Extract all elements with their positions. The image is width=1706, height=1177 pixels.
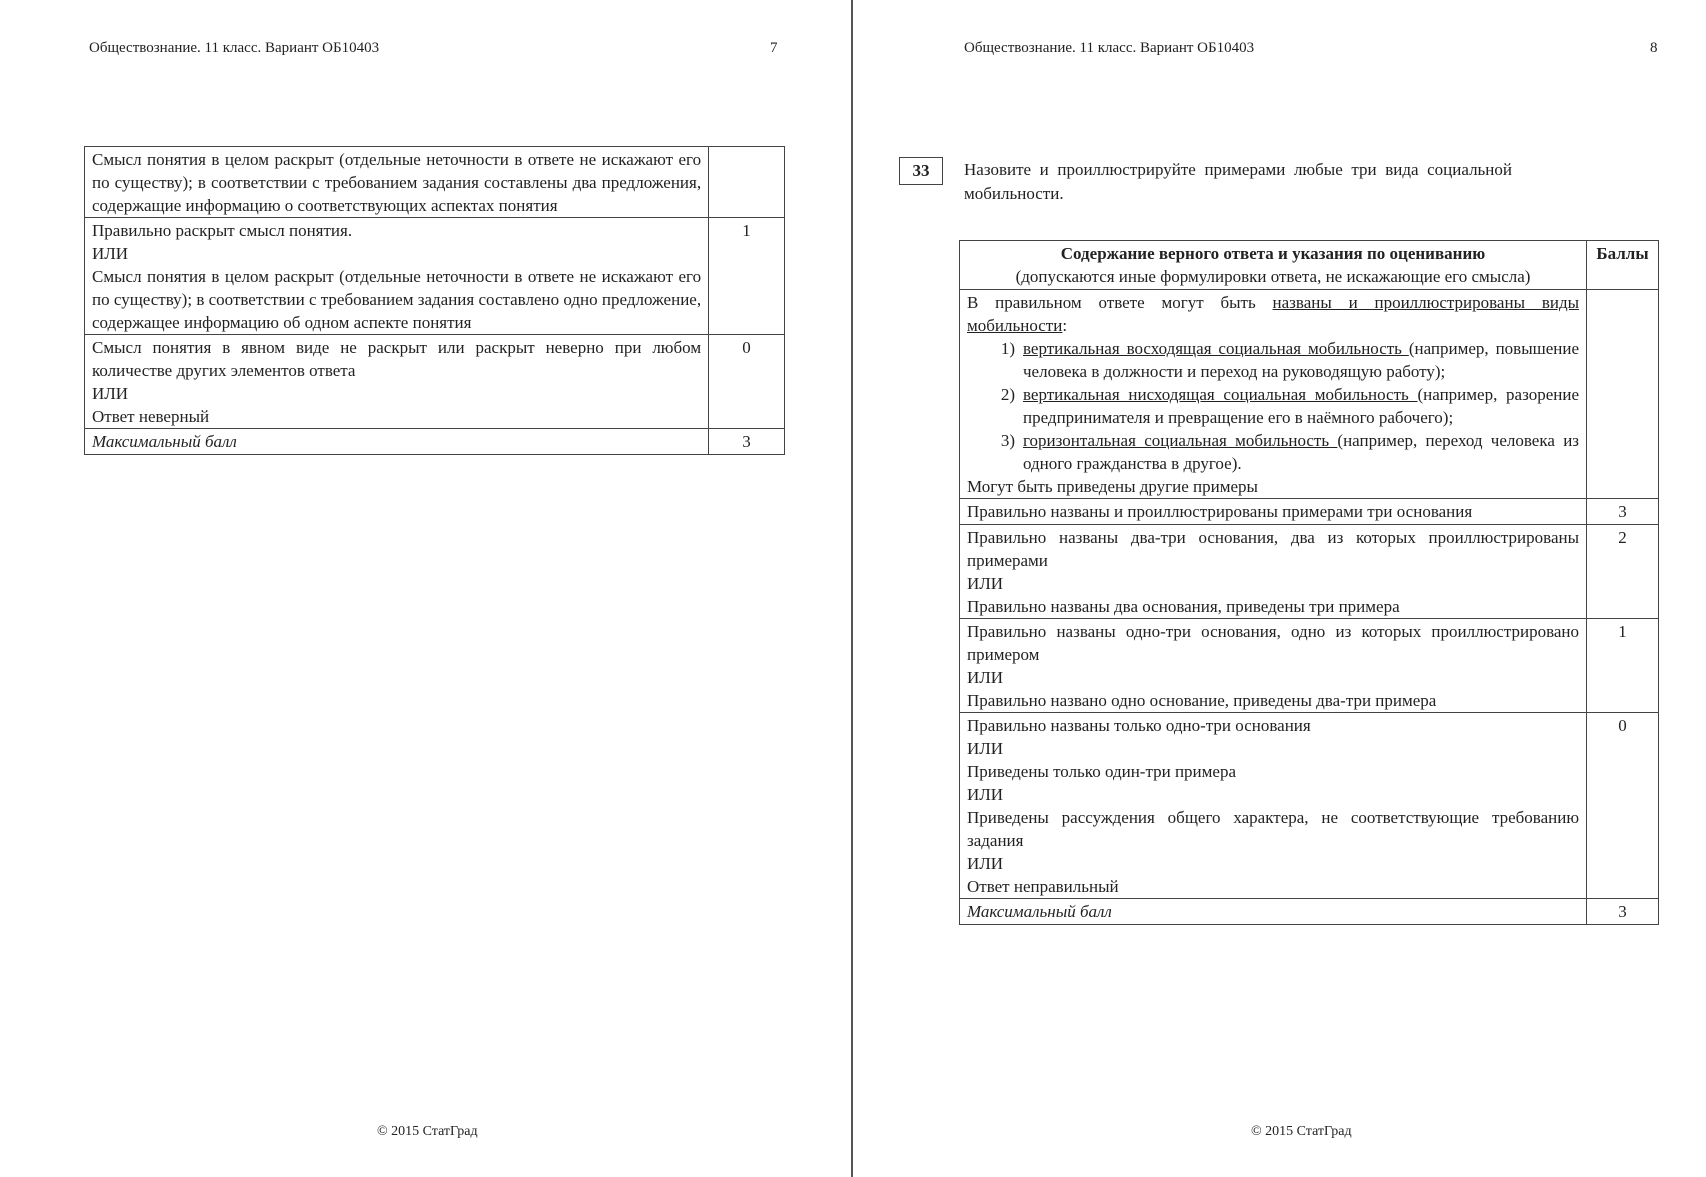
max-score-label: Максимальный балл xyxy=(85,429,709,455)
criteria-text: ИЛИ xyxy=(967,739,1004,758)
list-item xyxy=(967,429,1579,475)
criteria-text: Смысл понятия в явном виде не раскрыт или раскрыт неверно при любом количестве других элементов ответа xyxy=(92,338,702,380)
max-score-label: Максимальный балл xyxy=(960,899,1587,925)
criteria-cell xyxy=(960,619,1587,713)
scoring-table xyxy=(84,146,785,455)
table-row xyxy=(85,218,785,335)
content-column-header xyxy=(960,241,1587,290)
page-number: 8 xyxy=(1650,40,1658,56)
header-title: Содержание верного ответа и указания по оцениванию xyxy=(1060,244,1486,263)
intro-prefix: В правильном ответе могут быть xyxy=(967,293,1273,312)
criteria-cell xyxy=(85,218,709,335)
table-row xyxy=(85,335,785,429)
table-row xyxy=(85,147,785,218)
answer-table xyxy=(959,240,1659,925)
max-score-row xyxy=(960,899,1659,925)
criteria-text: ИЛИ xyxy=(967,785,1004,804)
intro-underlined: названы и проиллюстрированы виды мобильности xyxy=(967,293,1580,335)
score-column-header: Баллы xyxy=(1587,241,1659,290)
criteria-text: ИЛИ xyxy=(92,384,129,403)
table-header-row xyxy=(960,241,1659,290)
criteria-text: Ответ неправильный xyxy=(967,877,1119,896)
question-number: 33 xyxy=(899,157,943,185)
criteria-text: Правильно названы только одно-три основания xyxy=(967,716,1311,735)
score-cell: 1 xyxy=(709,218,785,335)
table-row xyxy=(960,619,1659,713)
table-row xyxy=(960,713,1659,899)
table-row xyxy=(960,525,1659,619)
item-example: (например, переход человека из одного гражданства в другое). xyxy=(1023,431,1580,473)
page-header-title: Обществознание. 11 класс. Вариант ОБ10403 xyxy=(964,40,1255,56)
score-cell xyxy=(1587,290,1659,499)
max-score-value: 3 xyxy=(709,429,785,455)
page-header-title: Обществознание. 11 класс. Вариант ОБ10403 xyxy=(89,40,380,56)
item-number: 3) xyxy=(1000,431,1015,450)
score-cell: 0 xyxy=(1587,713,1659,899)
header-subtitle: (допускаются иные формулировки ответа, не искажающие его смысла) xyxy=(1015,267,1531,286)
criteria-text: Правильно названы два-три основания, два из которых проиллюстрированы примерами xyxy=(967,528,1580,570)
item-example: (например, повышение человека в должности и переход на руководящую работу); xyxy=(1023,339,1579,381)
item-number: 2) xyxy=(1000,385,1015,404)
criteria-text: Приведены рассуждения общего характера, не соответствующие требованию задания xyxy=(967,808,1580,850)
criteria-text: Смысл понятия в целом раскрыт (отдельные неточности в ответе не искажают его по существу); в соответствии с требованием задания составлено одно предложение, содержащее информацию об одном аспекте понятия xyxy=(92,267,702,332)
answer-content-cell xyxy=(960,290,1587,499)
criteria-text: Правильно названы два основания, приведены три примера xyxy=(967,597,1400,616)
max-score-row xyxy=(85,429,785,455)
item-body xyxy=(1023,383,1579,429)
table-row xyxy=(960,499,1659,525)
item-term: вертикальная нисходящая социальная мобильность xyxy=(1023,385,1418,404)
score-cell: 0 xyxy=(709,335,785,429)
other-examples-note: Могут быть приведены другие примеры xyxy=(967,477,1258,496)
score-cell xyxy=(709,147,785,218)
criteria-text: Ответ неверный xyxy=(92,407,210,426)
criteria-cell xyxy=(85,147,709,218)
criteria-text: ИЛИ xyxy=(967,854,1004,873)
page-footer: © 2015 СтатГрад xyxy=(1251,1124,1352,1139)
item-term: горизонтальная социальная мобильность xyxy=(1023,431,1338,450)
criteria-cell xyxy=(85,335,709,429)
list-item xyxy=(967,383,1579,429)
question-text: Назовите и проиллюстрируйте примерами любые три вида социальной мобильности. xyxy=(964,160,1512,203)
criteria-text: ИЛИ xyxy=(967,574,1004,593)
criteria-cell xyxy=(960,525,1587,619)
criteria-text: Смысл понятия в целом раскрыт (отдельные неточности в ответе не искажают его по существу); в соответствии с требованием задания составлены два предложения, содержащие информацию о соответствующих аспектах понятия xyxy=(92,150,702,215)
criteria-text: Приведены только один-три примера xyxy=(967,762,1236,781)
item-term: вертикальная восходящая социальная мобильность xyxy=(1023,339,1409,358)
answer-content-row xyxy=(960,290,1659,499)
criteria-text: Правильно названы и проиллюстрированы примерами три основания xyxy=(967,502,1473,521)
item-example: (например, разорение предпринимателя и превращение его в наёмного рабочего); xyxy=(1023,385,1580,427)
criteria-text: Правильно раскрыт смысл понятия. xyxy=(92,221,353,240)
left-page xyxy=(0,0,852,1177)
score-cell: 2 xyxy=(1587,525,1659,619)
intro-suffix: : xyxy=(1062,316,1068,335)
answer-intro xyxy=(967,291,1579,337)
list-item xyxy=(967,337,1579,383)
criteria-text: Правильно названо одно основание, приведены два-три примера xyxy=(967,691,1437,710)
item-body xyxy=(1023,429,1579,475)
score-cell: 1 xyxy=(1587,619,1659,713)
page-footer: © 2015 СтатГрад xyxy=(377,1124,478,1139)
max-score-value: 3 xyxy=(1587,899,1659,925)
criteria-text: ИЛИ xyxy=(92,244,129,263)
criteria-cell xyxy=(960,499,1587,525)
criteria-text: ИЛИ xyxy=(967,668,1004,687)
criteria-cell xyxy=(960,713,1587,899)
page-number: 7 xyxy=(770,40,778,56)
item-body xyxy=(1023,337,1579,383)
item-number: 1) xyxy=(1000,339,1015,358)
criteria-text: Правильно названы одно-три основания, одно из которых проиллюстрировано примером xyxy=(967,622,1580,664)
page-divider xyxy=(851,0,853,1177)
right-page xyxy=(854,0,1706,1177)
score-cell: 3 xyxy=(1587,499,1659,525)
